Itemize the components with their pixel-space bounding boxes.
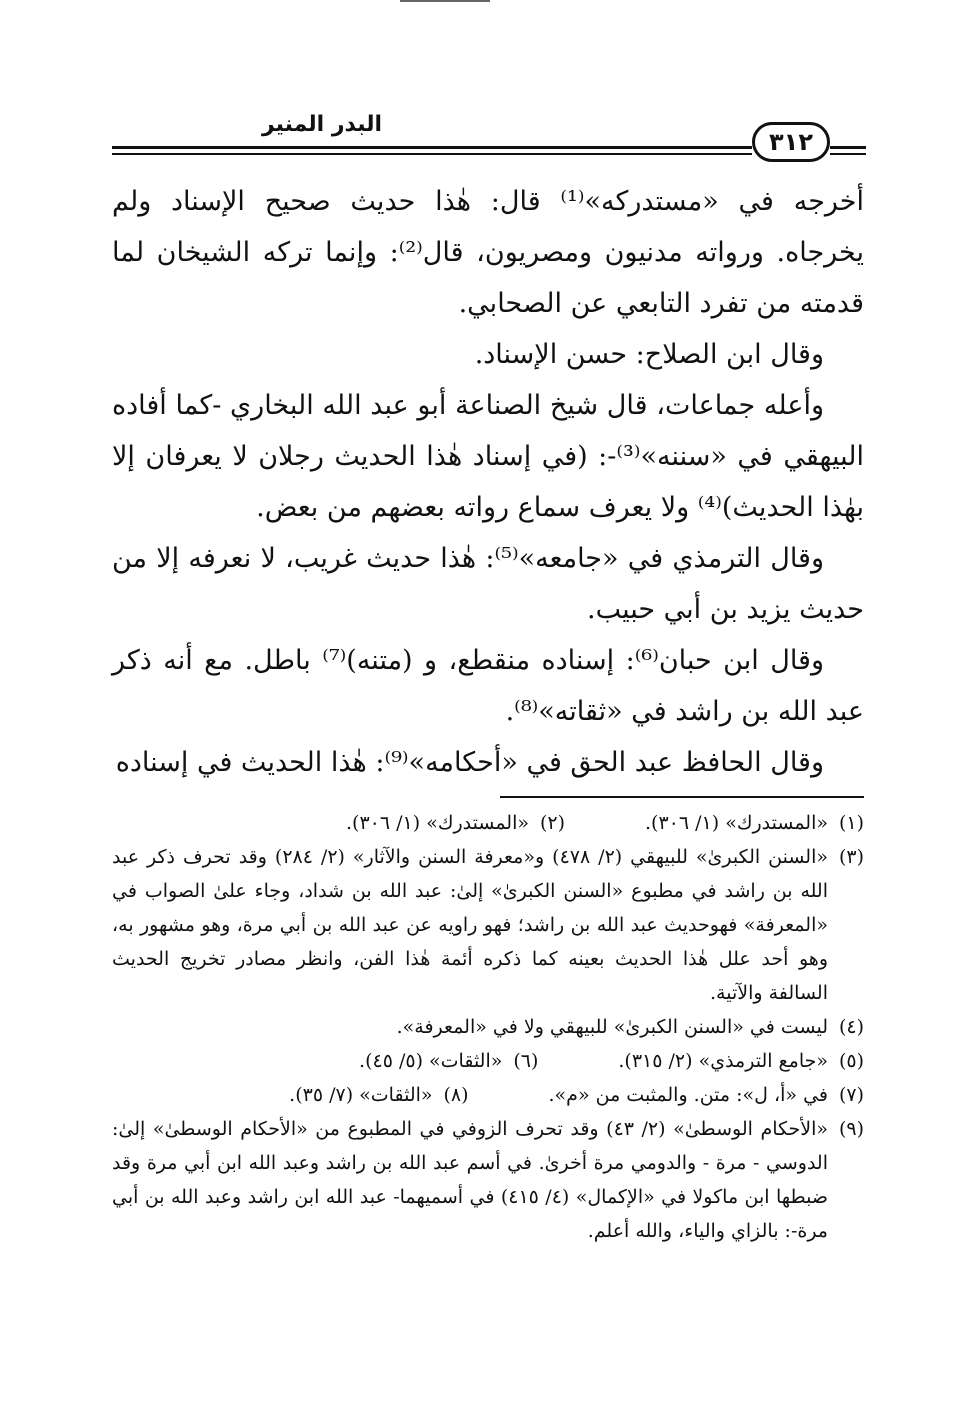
header-rule [830, 146, 866, 149]
footnote-separator [500, 796, 864, 798]
paragraph: وقال الحافظ عبد الحق في «أحكامه»⁽⁹⁾: هٰذا الحديث في إسناده [115, 747, 824, 778]
footnote-row [112, 1078, 864, 1112]
footnote-number: (٥) [838, 1050, 864, 1072]
footnote-number: (٤) [838, 1016, 864, 1038]
footnote-number: (٣) [838, 846, 864, 868]
paragraph: وأعله جماعات، قال شيخ الصناعة أبو عبد الله البخاري -كما أفاده البيهقي في «سننه»⁽³⁾-: (في إسناد هٰذا الحديث رجلان لا يعرفان إلا بهٰذا الحديث)⁽⁴⁾ ولا يعرف سماع رواته بعضهم من بعض. [112, 390, 864, 523]
running-title: البدر المنير [262, 112, 383, 137]
paragraph: وقال ابن الصلاح: حسن الإسناد. [474, 339, 824, 370]
footnote [618, 1044, 864, 1078]
main-text [112, 176, 864, 788]
footnote [112, 1112, 864, 1248]
page-header [112, 112, 864, 164]
footnote [645, 806, 864, 840]
footnote-text: «الثقات» (٥/ ٤٥). [359, 1050, 503, 1072]
footnote-number: (٧) [838, 1084, 864, 1106]
header-rule [830, 153, 866, 155]
footnote-number: (٩) [838, 1118, 864, 1140]
header-rule [112, 153, 752, 155]
top-edge-line [400, 0, 490, 2]
footnote-text: ليست في «السنن الكبرىٰ» للبيهقي ولا في «المعرفة». [396, 1016, 828, 1038]
footnote-text: «جامع الترمذي» (٢/ ٣١٥). [618, 1050, 828, 1072]
footnote [346, 806, 565, 840]
footnote-row [112, 1044, 864, 1078]
footnote-number: (٦) [513, 1050, 539, 1072]
footnote-number: (٨) [443, 1084, 469, 1106]
footnote-row [112, 806, 864, 840]
paragraph: أخرجه في «مستدركه»⁽¹⁾ قال: هٰذا حديث صحيح الإسناد ولم يخرجاه. ورواته مدنيون ومصريون، قال⁽²⁾: وإنما تركه الشيخان لما قدمته من تفرد التابعي عن الصحابي. [112, 186, 865, 319]
footnote [112, 1010, 864, 1044]
footnote-text: «الثقات» (٧/ ٣٥). [289, 1084, 433, 1106]
footnote-text: في «أ، ل»: متن. والمثبت من «م». [548, 1084, 828, 1106]
page-number: ٣١٢ [752, 122, 830, 162]
footnote-number: (١) [838, 812, 864, 834]
footnote-number: (٢) [539, 812, 565, 834]
header-rule [112, 146, 752, 149]
footnote [549, 1078, 864, 1112]
footnote-text: «المستدرك» (١/ ٣٠٦). [645, 812, 828, 834]
footnote-text: «المستدرك» (١/ ٣٠٦). [346, 812, 529, 834]
footnote [289, 1078, 468, 1112]
footnotes [112, 806, 864, 1248]
footnote [359, 1044, 538, 1078]
paragraph: وقال الترمذي في «جامعه»⁽⁵⁾: هٰذا حديث غريب، لا نعرفه إلا من حديث يزيد بن أبي حبيب. [112, 543, 864, 625]
footnote [112, 840, 864, 1010]
paragraph: وقال ابن حبان⁽⁶⁾: إسناده منقطع، و (متنه)⁽⁷⁾ باطل. مع أنه ذكر عبد الله بن راشد في «ثقاته»⁽⁸⁾. [112, 645, 864, 727]
footnote-text: «الأحكام الوسطىٰ» (٢/ ٤٣) وقد تحرف الزوفي في المطبوع من «الأحكام الوسطىٰ» إلىٰ: الدوسي - مرة - والدومي مرة أخرىٰ. في أسم عبد الله بن راشد وعبد الله ابن أبي مرة وقد ضبطها ابن ماكولا في «الإكمال» (٤/ ٤١٥) في أسميهما- عبد الله ابن راشد وعبد الله بن أبي مرة-: بالزاي والياء، والله أعلم. [112, 1118, 828, 1242]
footnote-text: «السنن الكبرىٰ» للبيهقي (٢/ ٤٧٨) و«معرفة السنن والآثار» (٢/ ٢٨٤) وقد تحرف ذكر عبد الله بن راشد في مطبوع «السنن الكبرىٰ» إلىٰ: عبد الله بن شداد، وجاء علىٰ الصواب في «المعرفة» فهوحديث عبد الله بن راشد؛ فهو راويه عن عبد الله بن أبي مرة، وهو مشهور به، وهو أحد علل هٰذا الحديث بعينه كما ذكره أئمة هٰذا الفن، وانظر مصادر تخريج الحديث السالفة والآتية. [112, 846, 828, 1004]
